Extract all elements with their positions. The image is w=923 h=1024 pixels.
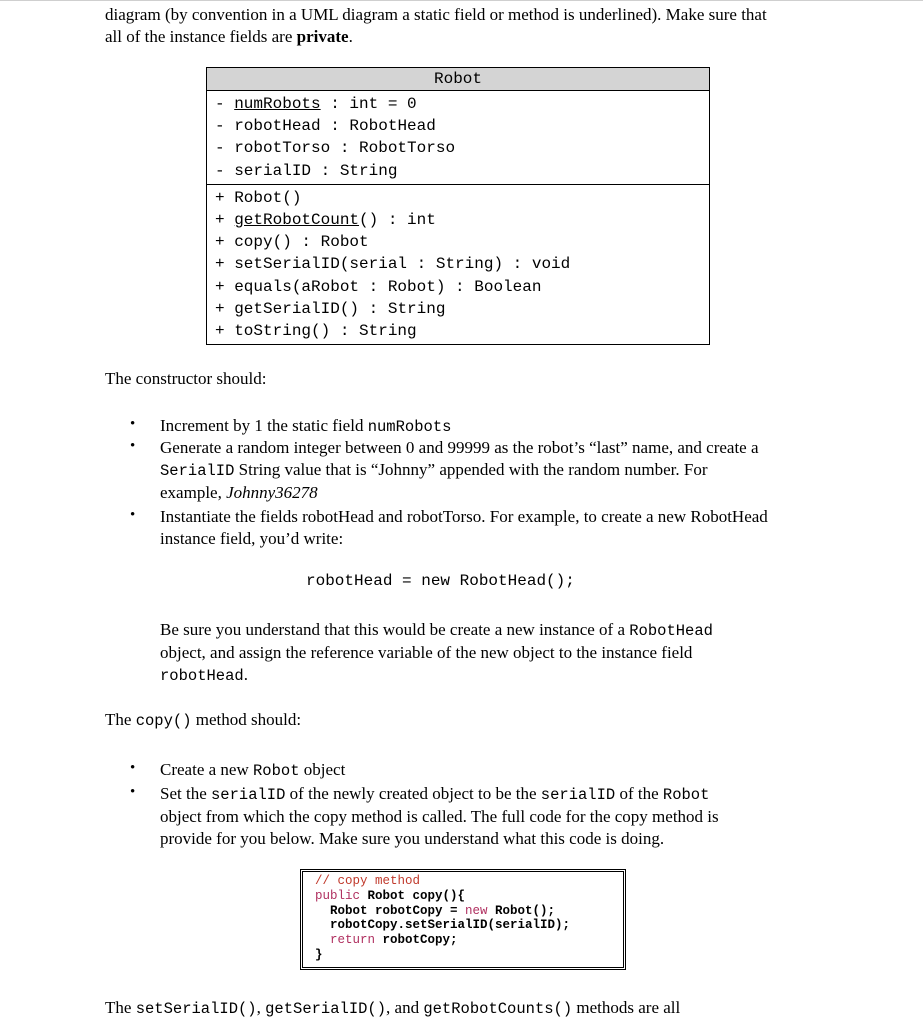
inline-code: serialID [540, 786, 616, 804]
method-row [215, 253, 709, 275]
method-row [215, 231, 709, 253]
uml-method-name: setSerialID(serial : String) [234, 255, 504, 274]
copy-bullet-1 [160, 759, 345, 782]
uml-visibility: + [215, 233, 235, 252]
uml-field-type: : RobotHead [320, 117, 436, 136]
inline-code: RobotHead [629, 622, 713, 640]
bullet-text: Generate a random integer between 0 and 99999 as the robot’s “last” name, and create a [160, 438, 759, 457]
bullet-text: Create a new [160, 760, 253, 779]
para-text: , [256, 998, 266, 1017]
code-keyword: new [465, 903, 488, 918]
uml-method-name: copy() [234, 233, 292, 252]
last-line [105, 997, 680, 1020]
inline-code: numRobots [367, 418, 452, 436]
example-italic: Johnny36278 [226, 483, 318, 502]
uml-field-name: robotTorso [234, 139, 331, 158]
uml-method-type: : String [330, 322, 417, 341]
code-keyword: public [315, 888, 361, 903]
code-text: Robot copy(){ [360, 888, 466, 903]
inline-code: getSerialID() [265, 1000, 387, 1018]
inline-code: Robot [252, 762, 300, 780]
bullet-dot: • [130, 760, 136, 776]
uml-field-name: numRobots [234, 95, 321, 113]
inline-code: serialID [211, 786, 286, 804]
intro-line-2 [105, 26, 353, 48]
copy-method-code-box [302, 871, 624, 968]
uml-method-type: : Robot [291, 233, 369, 252]
uml-visibility: - [215, 117, 235, 136]
code-keyword: return [330, 933, 376, 948]
bullet-dot: • [130, 416, 136, 432]
uml-visibility: + [215, 255, 235, 274]
para-text: object, and assign the reference variable of the new object to the instance field [160, 643, 693, 662]
para-text: The [105, 710, 136, 729]
uml-methods-section [207, 184, 709, 344]
para-text: , and [386, 998, 424, 1017]
inline-code: setSerialID() [135, 1000, 257, 1018]
method-row [215, 276, 709, 298]
inline-code: copy() [135, 712, 192, 730]
constructor-heading: The constructor should: [105, 369, 267, 388]
uml-field-type: : int = 0 [320, 95, 417, 113]
bullet-text: example, [160, 483, 227, 502]
uml-method-type: () : int [359, 211, 436, 230]
constructor-bullet-2 [160, 437, 759, 504]
intro-line-1: diagram (by convention in a UML diagram a static field or method is underlined). Make sure that [105, 5, 767, 24]
method-row [215, 209, 709, 231]
uml-field-name: serialID [234, 161, 312, 180]
inline-code: getRobotCounts() [423, 1000, 573, 1018]
para-text: . [243, 665, 248, 684]
code-line-setserial: robotCopy.setSerialID(serialID); [315, 918, 571, 933]
code-line-close: } [315, 947, 323, 962]
copy-bullet-2 [160, 783, 719, 850]
bullet-text: Set the [160, 784, 211, 803]
uml-method-name: Robot() [234, 188, 302, 207]
uml-field-name: robotHead [234, 117, 321, 136]
uml-method-name: getSerialID() [234, 299, 360, 318]
bullet-text: of the newly created object to be the [285, 784, 541, 803]
robothead-code-example: robotHead = new RobotHead(); [306, 572, 575, 590]
uml-method-name: getRobotCount [234, 211, 360, 230]
field-row [215, 160, 709, 182]
uml-visibility: + [215, 188, 235, 207]
constructor-bullet-3 [160, 506, 768, 550]
para-text: method should: [191, 710, 302, 729]
uml-method-type: : void [503, 255, 571, 274]
uml-visibility: + [215, 322, 235, 341]
uml-fields-section [207, 91, 709, 184]
bullet-text: instance field, you’d write: [160, 529, 344, 548]
bullet-text: object [299, 760, 346, 779]
field-row [215, 93, 709, 115]
uml-visibility: + [215, 277, 235, 296]
be-sure-paragraph [160, 619, 713, 687]
method-row [215, 298, 709, 320]
para-text: Be sure you understand that this would be create a new instance of a [160, 620, 630, 639]
uml-field-type: : String [311, 161, 398, 180]
uml-visibility: - [215, 95, 235, 113]
uml-visibility: + [215, 211, 235, 230]
uml-visibility: - [215, 161, 235, 180]
uml-field-type: : RobotTorso [330, 139, 456, 158]
constructor-bullet-1 [160, 415, 451, 438]
bullet-dot: • [130, 507, 136, 523]
code-comment: // copy method [315, 874, 421, 888]
intro-text: all of the instance fields are [105, 27, 297, 46]
bullet-text: object from which the copy method is called. The full code for the copy method is [160, 807, 719, 826]
uml-class-name: Robot [207, 68, 709, 91]
bullet-text: String value that is “Johnny” appended with the random number. For [234, 460, 708, 479]
para-text: methods are all [572, 998, 681, 1017]
field-row [215, 115, 709, 137]
bullet-text: Increment by 1 the static field [160, 416, 368, 435]
field-row [215, 137, 709, 159]
uml-method-name: toString() [234, 322, 331, 341]
code-line-new [315, 904, 623, 919]
bullet-dot: • [130, 784, 136, 800]
uml-method-type: : Boolean [445, 277, 542, 296]
bullet-text: provide for you below. Make sure you understand what this code is doing. [160, 829, 665, 848]
bullet-text: of the [615, 784, 663, 803]
uml-class-diagram [206, 67, 710, 345]
page-top-edge [0, 0, 923, 1]
inline-code: robotHead [160, 667, 244, 685]
code-text: robotCopy; [375, 933, 458, 948]
code-text: Robot robotCopy = [315, 903, 466, 918]
bullet-text: Instantiate the fields robotHead and robotTorso. For example, to create a new RobotHead [160, 507, 768, 526]
para-text: The [105, 998, 136, 1017]
inline-code: SerialID [160, 462, 235, 480]
method-row [215, 187, 709, 209]
uml-method-name: equals(aRobot : Robot) [234, 277, 446, 296]
code-line-signature [315, 889, 623, 904]
inline-code: Robot [662, 786, 710, 804]
uml-visibility: + [215, 299, 235, 318]
private-bold: private [296, 27, 349, 46]
code-text: Robot(); [487, 903, 556, 918]
bullet-dot: • [130, 438, 136, 454]
method-row [215, 320, 709, 342]
copy-heading [105, 709, 301, 732]
code-line-return [315, 933, 623, 948]
uml-method-type: : String [359, 299, 446, 318]
uml-visibility: - [215, 139, 235, 158]
intro-period: . [348, 27, 353, 46]
